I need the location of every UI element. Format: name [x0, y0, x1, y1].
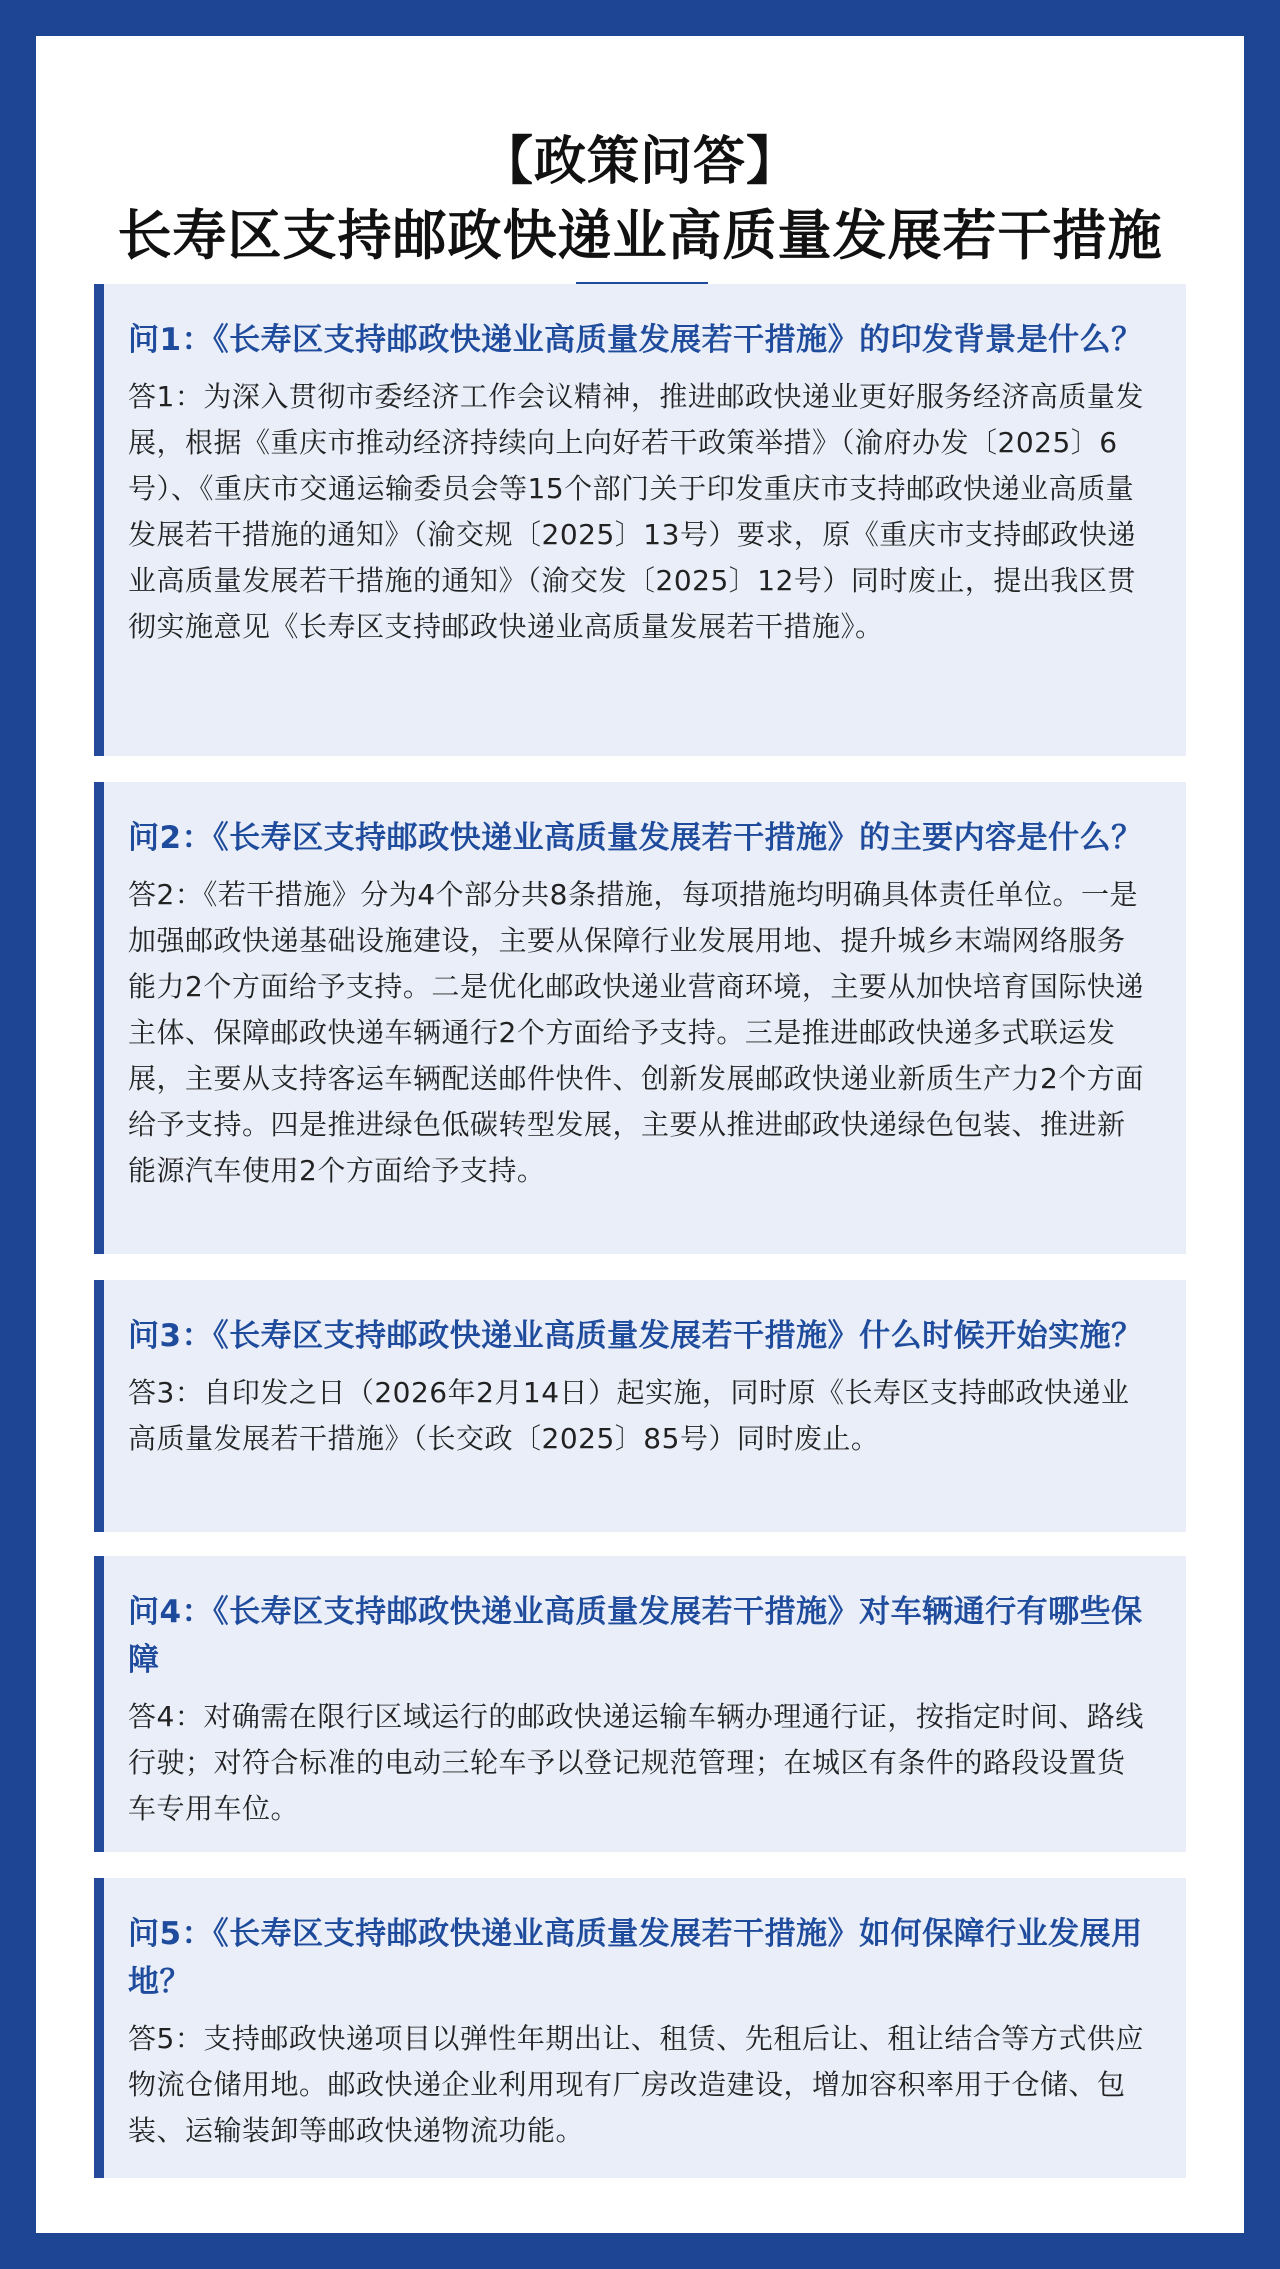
page-title: 长寿区支持邮政快递业高质量发展若干措施	[117, 204, 1163, 267]
question-text: 问4：《长寿区支持邮政快递业高质量发展若干措施》对车辆通行有哪些保障	[128, 1594, 1143, 1678]
answer-text: 答3：自印发之日（2026年2月14日）起实施，同时原《长寿区支持邮政快递业高质量发展若干措施》（长交政〔2025〕85号）同时废止。	[128, 1376, 1130, 1455]
question-text: 问1：《长寿区支持邮政快递业高质量发展若干措施》的印发背景是什么？	[128, 322, 1143, 358]
answer-text: 答1：为深入贯彻市委经济工作会议精神，推进邮政快递业更好服务经济高质量发展，根据《重庆市推动经济持续向上向好若干政策举措》（渝府办发〔2025〕6号）、《重庆市交通运输委员会等15个部门关于印发重庆市支持邮政快递业高质量发展若干措施的通知》（渝交规〔2025〕13号）要求，原《重庆市支持邮政快递业高质量发展若干措施的通知》（渝交发〔2025〕12号）同时废止，提出我区贯彻实施意见《长寿区支持邮政快递业高质量发展若干措施》。	[128, 380, 1144, 643]
page-header	[36, 126, 1244, 274]
question-text: 问2：《长寿区支持邮政快递业高质量发展若干措施》的主要内容是什么？	[128, 820, 1143, 856]
qa-card-1	[94, 284, 1186, 756]
question-text: 问5：《长寿区支持邮政快递业高质量发展若干措施》如何保障行业发展用地？	[128, 1916, 1143, 2000]
question-text: 问3：《长寿区支持邮政快递业高质量发展若干措施》什么时候开始实施？	[128, 1318, 1143, 1354]
qa-card-4	[94, 1556, 1186, 1852]
poster-frame	[36, 36, 1244, 2233]
qa-card-3	[94, 1280, 1186, 1532]
qa-card-2	[94, 782, 1186, 1254]
qa-card-5	[94, 1878, 1186, 2178]
answer-text: 答2：《若干措施》分为4个部分共8条措施，每项措施均明确具体责任单位。一是加强邮政快递基础设施建设，主要从保障行业发展用地、提升城乡末端网络服务能力2个方面给予支持。二是优化邮政快递业营商环境，主要从加快培育国际快递主体、保障邮政快递车辆通行2个方面给予支持。三是推进邮政快递多式联运发展，主要从支持客运车辆配送邮件快件、创新发展邮政快递业新质生产力2个方面给予支持。四是推进绿色低碳转型发展，主要从推进邮政快递绿色包装、推进新能源汽车使用2个方面给予支持。	[128, 878, 1144, 1187]
answer-text: 答5：支持邮政快递项目以弹性年期出让、租赁、先租后让、租让结合等方式供应物流仓储用地。邮政快递企业利用现有厂房改造建设，增加容积率用于仓储、包装、运输装卸等邮政快递物流功能。	[128, 2022, 1144, 2147]
page-title-tag: 【政策问答】	[480, 132, 799, 192]
answer-text: 答4：对确需在限行区域运行的邮政快递运输车辆办理通行证，按指定时间、路线行驶；对符合标准的电动三轮车予以登记规范管理；在城区有条件的路段设置货车专用车位。	[128, 1700, 1144, 1825]
